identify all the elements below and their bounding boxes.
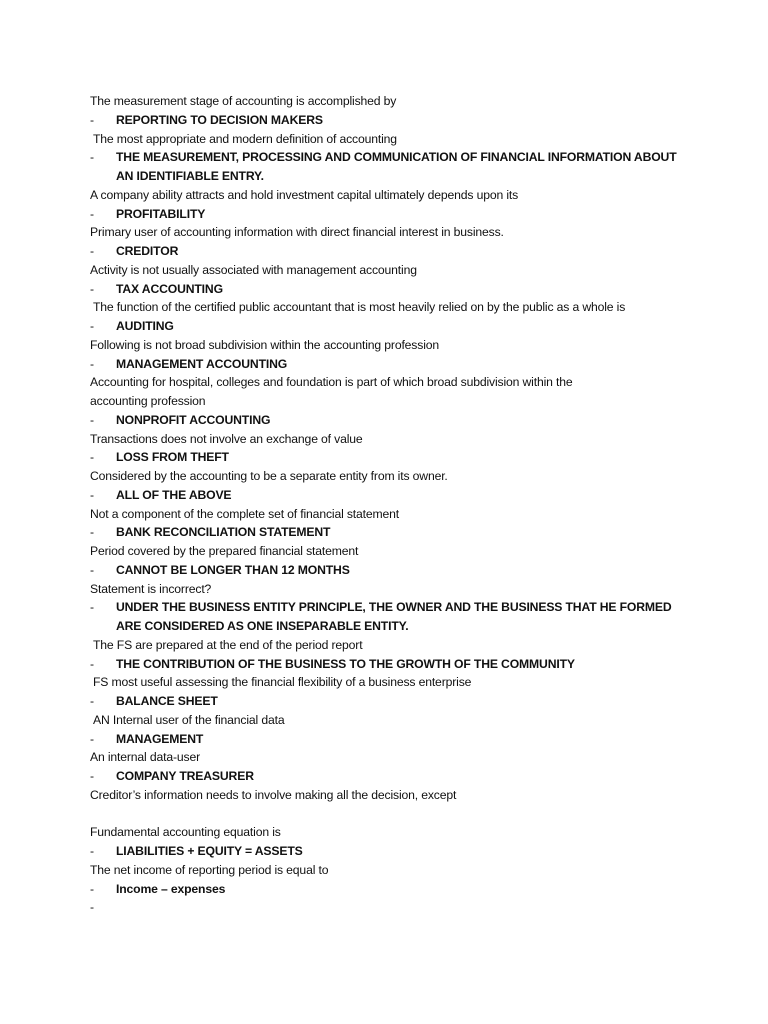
answer-text: LIABILITIES + EQUITY = ASSETS bbox=[116, 844, 303, 858]
question-12: Period covered by the prepared financial statement bbox=[90, 544, 359, 558]
question-17: An internal data-user bbox=[90, 750, 200, 765]
answer-text: CREDITOR bbox=[116, 244, 179, 258]
answer-text: Income – expenses bbox=[116, 881, 226, 896]
question-18: Creditor’s information needs to involve making all the decision, except bbox=[90, 787, 457, 802]
answer-2 bbox=[90, 148, 680, 186]
bullet-dash: - bbox=[90, 900, 94, 915]
bullet-dash: - bbox=[90, 694, 94, 708]
answer-text: BALANCE SHEET bbox=[116, 694, 218, 708]
answer-16 bbox=[90, 730, 680, 749]
answer-15 bbox=[90, 692, 680, 711]
bullet-dash: - bbox=[90, 525, 94, 540]
answer-1 bbox=[90, 111, 680, 130]
answer-9 bbox=[90, 448, 680, 467]
answer-text: COMPANY TREASURER bbox=[116, 769, 254, 783]
question-8-continued: accounting profession bbox=[90, 394, 206, 408]
question-7: Following is not broad subdivision within the accounting profession bbox=[90, 337, 440, 352]
answer-text: ALL OF THE ABOVE bbox=[116, 487, 232, 502]
bullet-dash: - bbox=[90, 487, 94, 502]
bullet-dash: - bbox=[90, 206, 94, 221]
answer-7 bbox=[90, 355, 680, 374]
bullet-dash: - bbox=[90, 881, 94, 896]
answer-text: BANK RECONCILIATION STATEMENT bbox=[116, 525, 331, 540]
question-5: Activity is not usually associated with management accounting bbox=[90, 262, 417, 277]
bullet-dash: - bbox=[90, 150, 94, 165]
question-3: A company ability attracts and hold investment capital ultimately depends upon its bbox=[90, 187, 519, 202]
question-8: Accounting for hospital, colleges and foundation is part of which broad subdivision within the bbox=[90, 375, 573, 390]
document-page bbox=[90, 92, 680, 917]
empty-bullet bbox=[90, 898, 680, 917]
answer-14 bbox=[90, 655, 680, 674]
answer-text: THE CONTRIBUTION OF THE BUSINESS TO THE GROWTH OF THE COMMUNITY bbox=[116, 656, 575, 671]
answer-13 bbox=[90, 598, 680, 636]
bullet-dash: - bbox=[90, 356, 94, 371]
answer-text: PROFITABILITY bbox=[116, 206, 206, 221]
answer-10 bbox=[90, 486, 680, 505]
question-20: The net income of reporting period is equal to bbox=[90, 862, 329, 877]
answer-text: TAX ACCOUNTING bbox=[116, 281, 223, 296]
bullet-dash: - bbox=[90, 412, 94, 427]
answer-text: NONPROFIT ACCOUNTING bbox=[116, 412, 271, 427]
answer-19 bbox=[90, 842, 680, 861]
answer-6 bbox=[90, 317, 680, 336]
bullet-dash: - bbox=[90, 656, 94, 671]
answer-17 bbox=[90, 767, 680, 786]
answer-text: THE MEASUREMENT, PROCESSING AND COMMUNICATION OF FINANCIAL INFORMATION ABOUT AN IDENTIFIABLE ENTRY. bbox=[116, 150, 677, 183]
answer-3 bbox=[90, 205, 680, 224]
answer-5 bbox=[90, 280, 680, 299]
question-10: Considered by the accounting to be a separate entity from its owner. bbox=[90, 469, 448, 483]
question-14: The FS are prepared at the end of the period report bbox=[93, 637, 363, 652]
question-13: Statement is incorrect? bbox=[90, 581, 212, 596]
answer-11 bbox=[90, 523, 680, 542]
question-16: AN Internal user of the financial data bbox=[93, 712, 285, 727]
bullet-dash: - bbox=[90, 600, 94, 615]
question-2: The most appropriate and modern definition of accounting bbox=[93, 131, 397, 146]
question-4: Primary user of accounting information with direct financial interest in business. bbox=[90, 225, 504, 240]
question-1: The measurement stage of accounting is accomplished by bbox=[90, 94, 397, 108]
answer-text: LOSS FROM THEFT bbox=[116, 450, 229, 465]
question-6: The function of the certified public accountant that is most heavily relied on by the public as a whole is bbox=[93, 300, 626, 315]
answer-text: MANAGEMENT bbox=[116, 731, 204, 746]
bullet-dash: - bbox=[90, 112, 94, 127]
answer-text: UNDER THE BUSINESS ENTITY PRINCIPLE, THE OWNER AND THE BUSINESS THAT HE FORMED ARE CONSIDERED AS ONE INSEPARABLE ENTITY. bbox=[116, 600, 672, 633]
bullet-dash: - bbox=[90, 731, 94, 746]
question-11: Not a component of the complete set of financial statement bbox=[90, 506, 400, 521]
answer-text: MANAGEMENT ACCOUNTING bbox=[116, 356, 288, 371]
bullet-dash: - bbox=[90, 319, 94, 333]
bullet-dash: - bbox=[90, 562, 94, 577]
bullet-dash: - bbox=[90, 450, 94, 465]
bullet-dash: - bbox=[90, 281, 94, 296]
bullet-dash: - bbox=[90, 244, 94, 258]
answer-text: REPORTING TO DECISION MAKERS bbox=[116, 112, 323, 127]
answer-12 bbox=[90, 561, 680, 580]
answer-text: AUDITING bbox=[116, 319, 174, 333]
question-9: Transactions does not involve an exchange of value bbox=[90, 431, 363, 446]
answer-20 bbox=[90, 880, 680, 899]
bullet-dash: - bbox=[90, 769, 94, 783]
question-19: Fundamental accounting equation is bbox=[90, 825, 281, 840]
blank-line bbox=[90, 805, 680, 824]
answer-4 bbox=[90, 242, 680, 261]
question-15: FS most useful assessing the financial flexibility of a business enterprise bbox=[93, 675, 472, 690]
answer-text: CANNOT BE LONGER THAN 12 MONTHS bbox=[116, 562, 350, 577]
answer-8 bbox=[90, 411, 680, 430]
bullet-dash: - bbox=[90, 844, 94, 858]
